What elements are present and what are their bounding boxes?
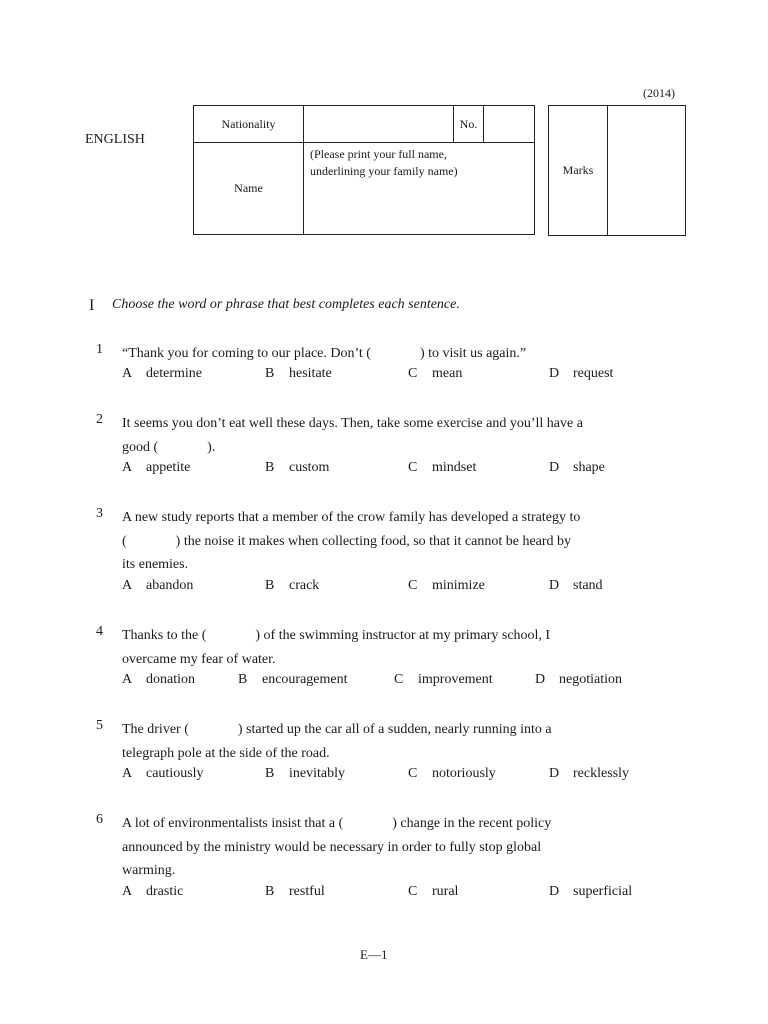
question-number: 2 — [96, 412, 103, 427]
question-text — [122, 342, 678, 366]
option-letter: D — [549, 578, 560, 593]
section-number: I — [89, 297, 95, 314]
name-field[interactable] — [304, 143, 534, 234]
option-letter: D — [549, 766, 560, 781]
question-number: 4 — [96, 624, 103, 639]
option-text: custom — [289, 460, 330, 475]
answer-options — [122, 766, 682, 786]
option-letter: D — [549, 884, 560, 899]
option-d[interactable] — [549, 366, 613, 382]
option-text: notoriously — [432, 766, 496, 781]
option-b[interactable] — [265, 766, 345, 782]
option-c[interactable] — [408, 578, 485, 594]
option-letter: A — [122, 884, 133, 899]
question-line: warming. — [122, 863, 176, 878]
option-a[interactable] — [122, 460, 190, 476]
option-c[interactable] — [408, 884, 458, 900]
name-instruction-line2: underlining your family name) — [310, 164, 458, 178]
exam-year: (2014) — [643, 86, 675, 100]
option-letter: D — [549, 460, 560, 475]
question-line: its enemies. — [122, 557, 189, 572]
option-c[interactable] — [408, 460, 476, 476]
option-letter: D — [535, 672, 546, 687]
option-d[interactable] — [535, 672, 622, 688]
number-label: No. — [454, 106, 484, 143]
question-line: overcame my fear of water. — [122, 651, 276, 667]
candidate-info-table — [193, 105, 535, 235]
question-text — [122, 506, 678, 577]
option-text: abandon — [146, 578, 194, 593]
option-text: donation — [146, 672, 195, 687]
option-letter: C — [394, 672, 404, 687]
option-letter: C — [408, 884, 418, 899]
option-letter: B — [265, 460, 275, 475]
option-text: rural — [432, 884, 459, 899]
option-letter: B — [238, 672, 248, 687]
option-d[interactable] — [549, 460, 605, 476]
name-label: Name — [194, 143, 304, 234]
option-text: crack — [289, 578, 320, 593]
option-b[interactable] — [238, 672, 348, 688]
option-c[interactable] — [394, 672, 493, 688]
option-letter: A — [122, 672, 133, 687]
option-letter: C — [408, 578, 418, 593]
option-letter: C — [408, 366, 418, 381]
option-text: request — [573, 366, 614, 381]
question-line: good ( ). — [122, 439, 216, 455]
option-a[interactable] — [122, 578, 193, 594]
option-letter: D — [549, 366, 560, 381]
marks-label: Marks — [549, 106, 608, 235]
option-letter: A — [122, 578, 133, 593]
marks-field[interactable] — [607, 106, 685, 235]
question-line: Thanks to the ( ) of the swimming instructor at my primary school, I — [122, 628, 551, 643]
option-text: mean — [432, 366, 463, 381]
option-text: determine — [146, 366, 202, 381]
marks-table — [548, 105, 686, 236]
option-letter: B — [265, 766, 275, 781]
option-d[interactable] — [549, 884, 632, 900]
option-text: cautiously — [146, 766, 204, 781]
option-text: negotiation — [559, 672, 622, 687]
option-text: mindset — [432, 460, 477, 475]
option-text: recklessly — [573, 766, 629, 781]
option-letter: C — [408, 766, 418, 781]
option-b[interactable] — [265, 460, 329, 476]
nationality-field[interactable] — [304, 106, 454, 143]
option-text: minimize — [432, 578, 485, 593]
question-line: announced by the ministry would be necessary in order to fully stop global — [122, 839, 542, 855]
question-line: telegraph pole at the side of the road. — [122, 745, 330, 761]
subject-title: ENGLISH — [85, 132, 145, 147]
name-instruction-line1: (Please print your full name, — [310, 147, 447, 161]
option-text: stand — [573, 578, 603, 593]
option-c[interactable] — [408, 366, 462, 382]
option-text: encouragement — [262, 672, 348, 687]
option-letter: A — [122, 460, 133, 475]
option-text: drastic — [146, 884, 184, 899]
option-d[interactable] — [549, 578, 603, 594]
question-number: 3 — [96, 506, 103, 521]
option-a[interactable] — [122, 766, 204, 782]
option-c[interactable] — [408, 766, 496, 782]
answer-options — [122, 366, 682, 386]
option-a[interactable] — [122, 672, 195, 688]
option-letter: B — [265, 578, 275, 593]
option-letter: A — [122, 766, 133, 781]
option-b[interactable] — [265, 366, 332, 382]
question-text — [122, 812, 678, 883]
answer-options — [122, 578, 682, 598]
answer-options — [122, 672, 682, 692]
option-text: hesitate — [289, 366, 332, 381]
option-text: improvement — [418, 672, 493, 687]
option-letter: B — [265, 366, 275, 381]
option-letter: A — [122, 366, 133, 381]
question-number: 1 — [96, 342, 103, 357]
question-number: 5 — [96, 718, 103, 733]
question-line: “Thank you for coming to our place. Don’t ( ) to visit us again.” — [122, 346, 527, 361]
option-a[interactable] — [122, 366, 202, 382]
option-text: restful — [289, 884, 325, 899]
option-text: appetite — [146, 460, 191, 475]
number-field[interactable] — [484, 106, 534, 143]
question-line: A lot of environmentalists insist that a ( ) change in the recent policy — [122, 816, 552, 831]
option-d[interactable] — [549, 766, 629, 782]
answer-options — [122, 884, 682, 904]
question-text — [122, 718, 678, 765]
question-line: The driver ( ) started up the car all of a sudden, nearly running into a — [122, 722, 552, 737]
answer-options — [122, 460, 682, 480]
question-line: It seems you don’t eat well these days. Then, take some exercise and you’ll have a — [122, 416, 583, 431]
question-line: ( ) the noise it makes when collecting food, so that it cannot be heard by — [122, 533, 572, 549]
option-letter: B — [265, 884, 275, 899]
nationality-label: Nationality — [194, 106, 304, 143]
option-b[interactable] — [265, 884, 325, 900]
option-text: inevitably — [289, 766, 345, 781]
page-number: E—1 — [360, 947, 388, 962]
question-number: 6 — [96, 812, 103, 827]
option-text: superficial — [573, 884, 633, 899]
option-b[interactable] — [265, 578, 319, 594]
question-text — [122, 624, 678, 671]
question-text — [122, 412, 678, 459]
option-text: shape — [573, 460, 605, 475]
option-letter: C — [408, 460, 418, 475]
section-instruction: Choose the word or phrase that best completes each sentence. — [112, 297, 460, 312]
option-a[interactable] — [122, 884, 183, 900]
question-line: A new study reports that a member of the crow family has developed a strategy to — [122, 510, 581, 525]
